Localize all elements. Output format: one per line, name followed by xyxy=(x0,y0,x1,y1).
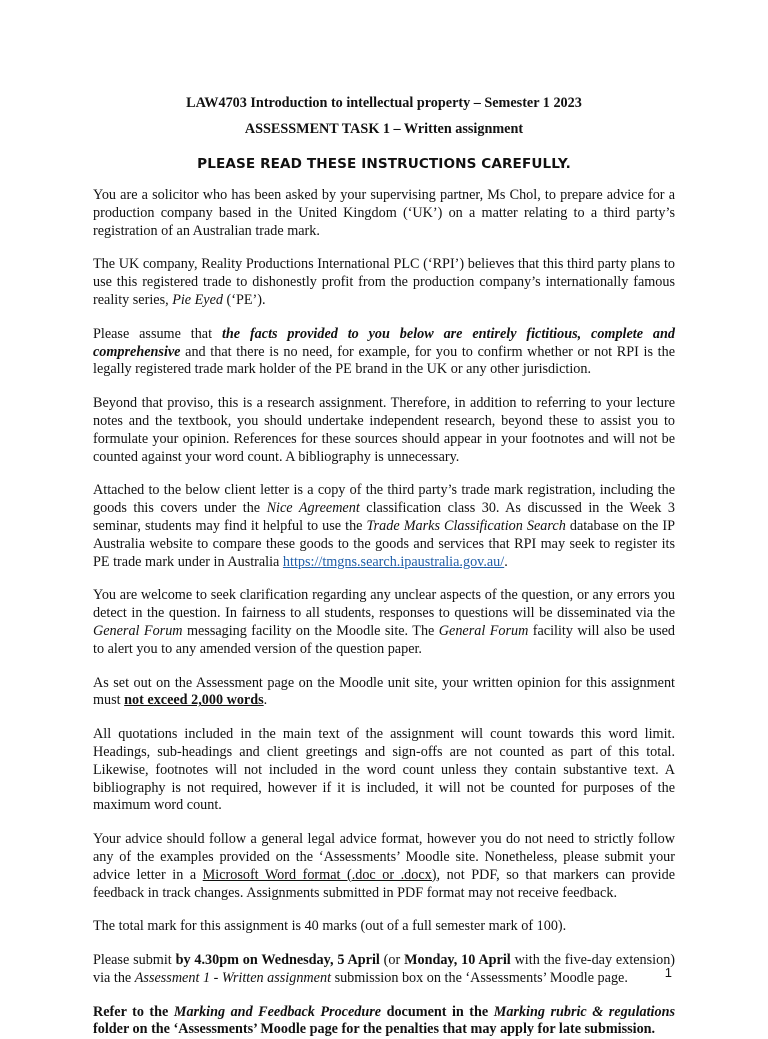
paragraph-registration: Attached to the below client letter is a copy of the third party’s trade mark registration, including the goods this covers under the Nice Agreement classification class 30. As discussed in the Week 3 seminar, students may find it helpful to use the Trade Marks Classification Search database on the IP Australia website to compare these goods to the goods and services that RPI may seek to register its PE trade mark under in Australia https://tmgns.search.ipaustralia.gov.au/. xyxy=(93,482,676,570)
paragraph-client: The UK company, Reality Productions International PLC (‘RPI’) believes that this third party plans to use this registered trade to dishonestly profit from the production company’s internationally famous reality series, Pie Eyed (‘PE’). xyxy=(93,256,675,308)
paragraph-submission: Please submit by 4.30pm on Wednesday, 5 April (or Monday, 10 April with the five-day extension) via the Assessment 1 - Written assignment submission box on the ‘Assessments’ Moodle page. xyxy=(93,952,676,986)
due-date: by 4.30pm on Wednesday, 5 April xyxy=(175,952,380,969)
paragraph-assumptions: Please assume that the facts provided to you below are entirely fictitious, complete and comprehensive and that there is no need, for example, for you to confirm whether or not RPI is the legally registered trade mark holder of the PE brand in the UK or any other jurisdiction. xyxy=(93,325,675,378)
ip-australia-link[interactable]: https://tmgns.search.ipaustralia.gov.au/ xyxy=(282,553,505,570)
extension-date: Monday, 10 April xyxy=(404,952,511,969)
document-title: LAW4703 Introduction to intellectual property – Semester 1 2023 xyxy=(186,95,582,111)
paragraph-clarification: You are welcome to seek clarification regarding any unclear aspects of the question, or any errors you detect in the question. In fairness to all students, responses to questions will be disseminated via the General Forum messaging facility on the Moodle site. The General Forum facility will also be used to alert you to any amended version of the question paper. xyxy=(93,587,675,657)
word-limit-emphasis: not exceed 2,000 words xyxy=(124,692,264,709)
paragraph-format: Your advice should follow a general legal advice format, however you do not need to strictly follow any of the examples provided on the ‘Assessments’ Moodle site. Nonetheless, please submit your advice letter in a Microsoft Word format (.doc or .docx), not PDF, so that markers can provide feedback in track changes. Assignments submitted in PDF format may not receive feedback. xyxy=(93,831,675,901)
emphasis-facts: the facts provided to you below are entirely fictitious, complete and comprehensive xyxy=(93,325,675,360)
paragraph-word-limit: As set out on the Assessment page on the Moodle unit site, your written opinion for this assignment must not exceed 2,000 words. xyxy=(93,674,675,709)
page-number: 1 xyxy=(664,965,672,980)
word-format-emphasis: Microsoft Word format (.doc or .docx) xyxy=(202,866,437,883)
paragraph-word-count-rules: All quotations included in the main text of the assignment will count towards this word limit. Headings, sub-headings and client greetings and sign-offs are not counted as part of this total. Likewise, footnotes will not included in the word count unless they contain substantive text. A bibliography is not required, however if it is included, it will not be counted for purposes of the maximum word count. xyxy=(93,726,675,814)
document-subtitle: ASSESSMENT TASK 1 – Written assignment xyxy=(244,121,524,137)
document-body xyxy=(93,94,675,1039)
series-name: Pie Eyed xyxy=(172,291,223,308)
paragraph-research: Beyond that proviso, this is a research assignment. Therefore, in addition to referring to your lecture notes and the textbook, you should undertake independent research, beyond these to assist you to formulate your opinion. References for these sources should appear in your footnotes and will not be counted against your word count. A bibliography is unnecessary. xyxy=(93,395,675,465)
paragraph-late-penalties: Refer to the Marking and Feedback Procedure document in the Marking rubric & regulations folder on the ‘Assessments’ Moodle page for the penalties that may apply for late submission. xyxy=(93,1003,675,1038)
instructions-notice: PLEASE READ THESE INSTRUCTIONS CAREFULLY. xyxy=(197,156,571,172)
paragraph-total-mark: The total mark for this assignment is 40 marks (out of a full semester mark of 100). xyxy=(93,918,567,935)
paragraph-engagement: You are a solicitor who has been asked by your supervising partner, Ms Chol, to prepare advice for a production company based in the United Kingdom (‘UK’) on a matter relating to a third party’s registration of an Australian trade mark. xyxy=(93,187,675,239)
